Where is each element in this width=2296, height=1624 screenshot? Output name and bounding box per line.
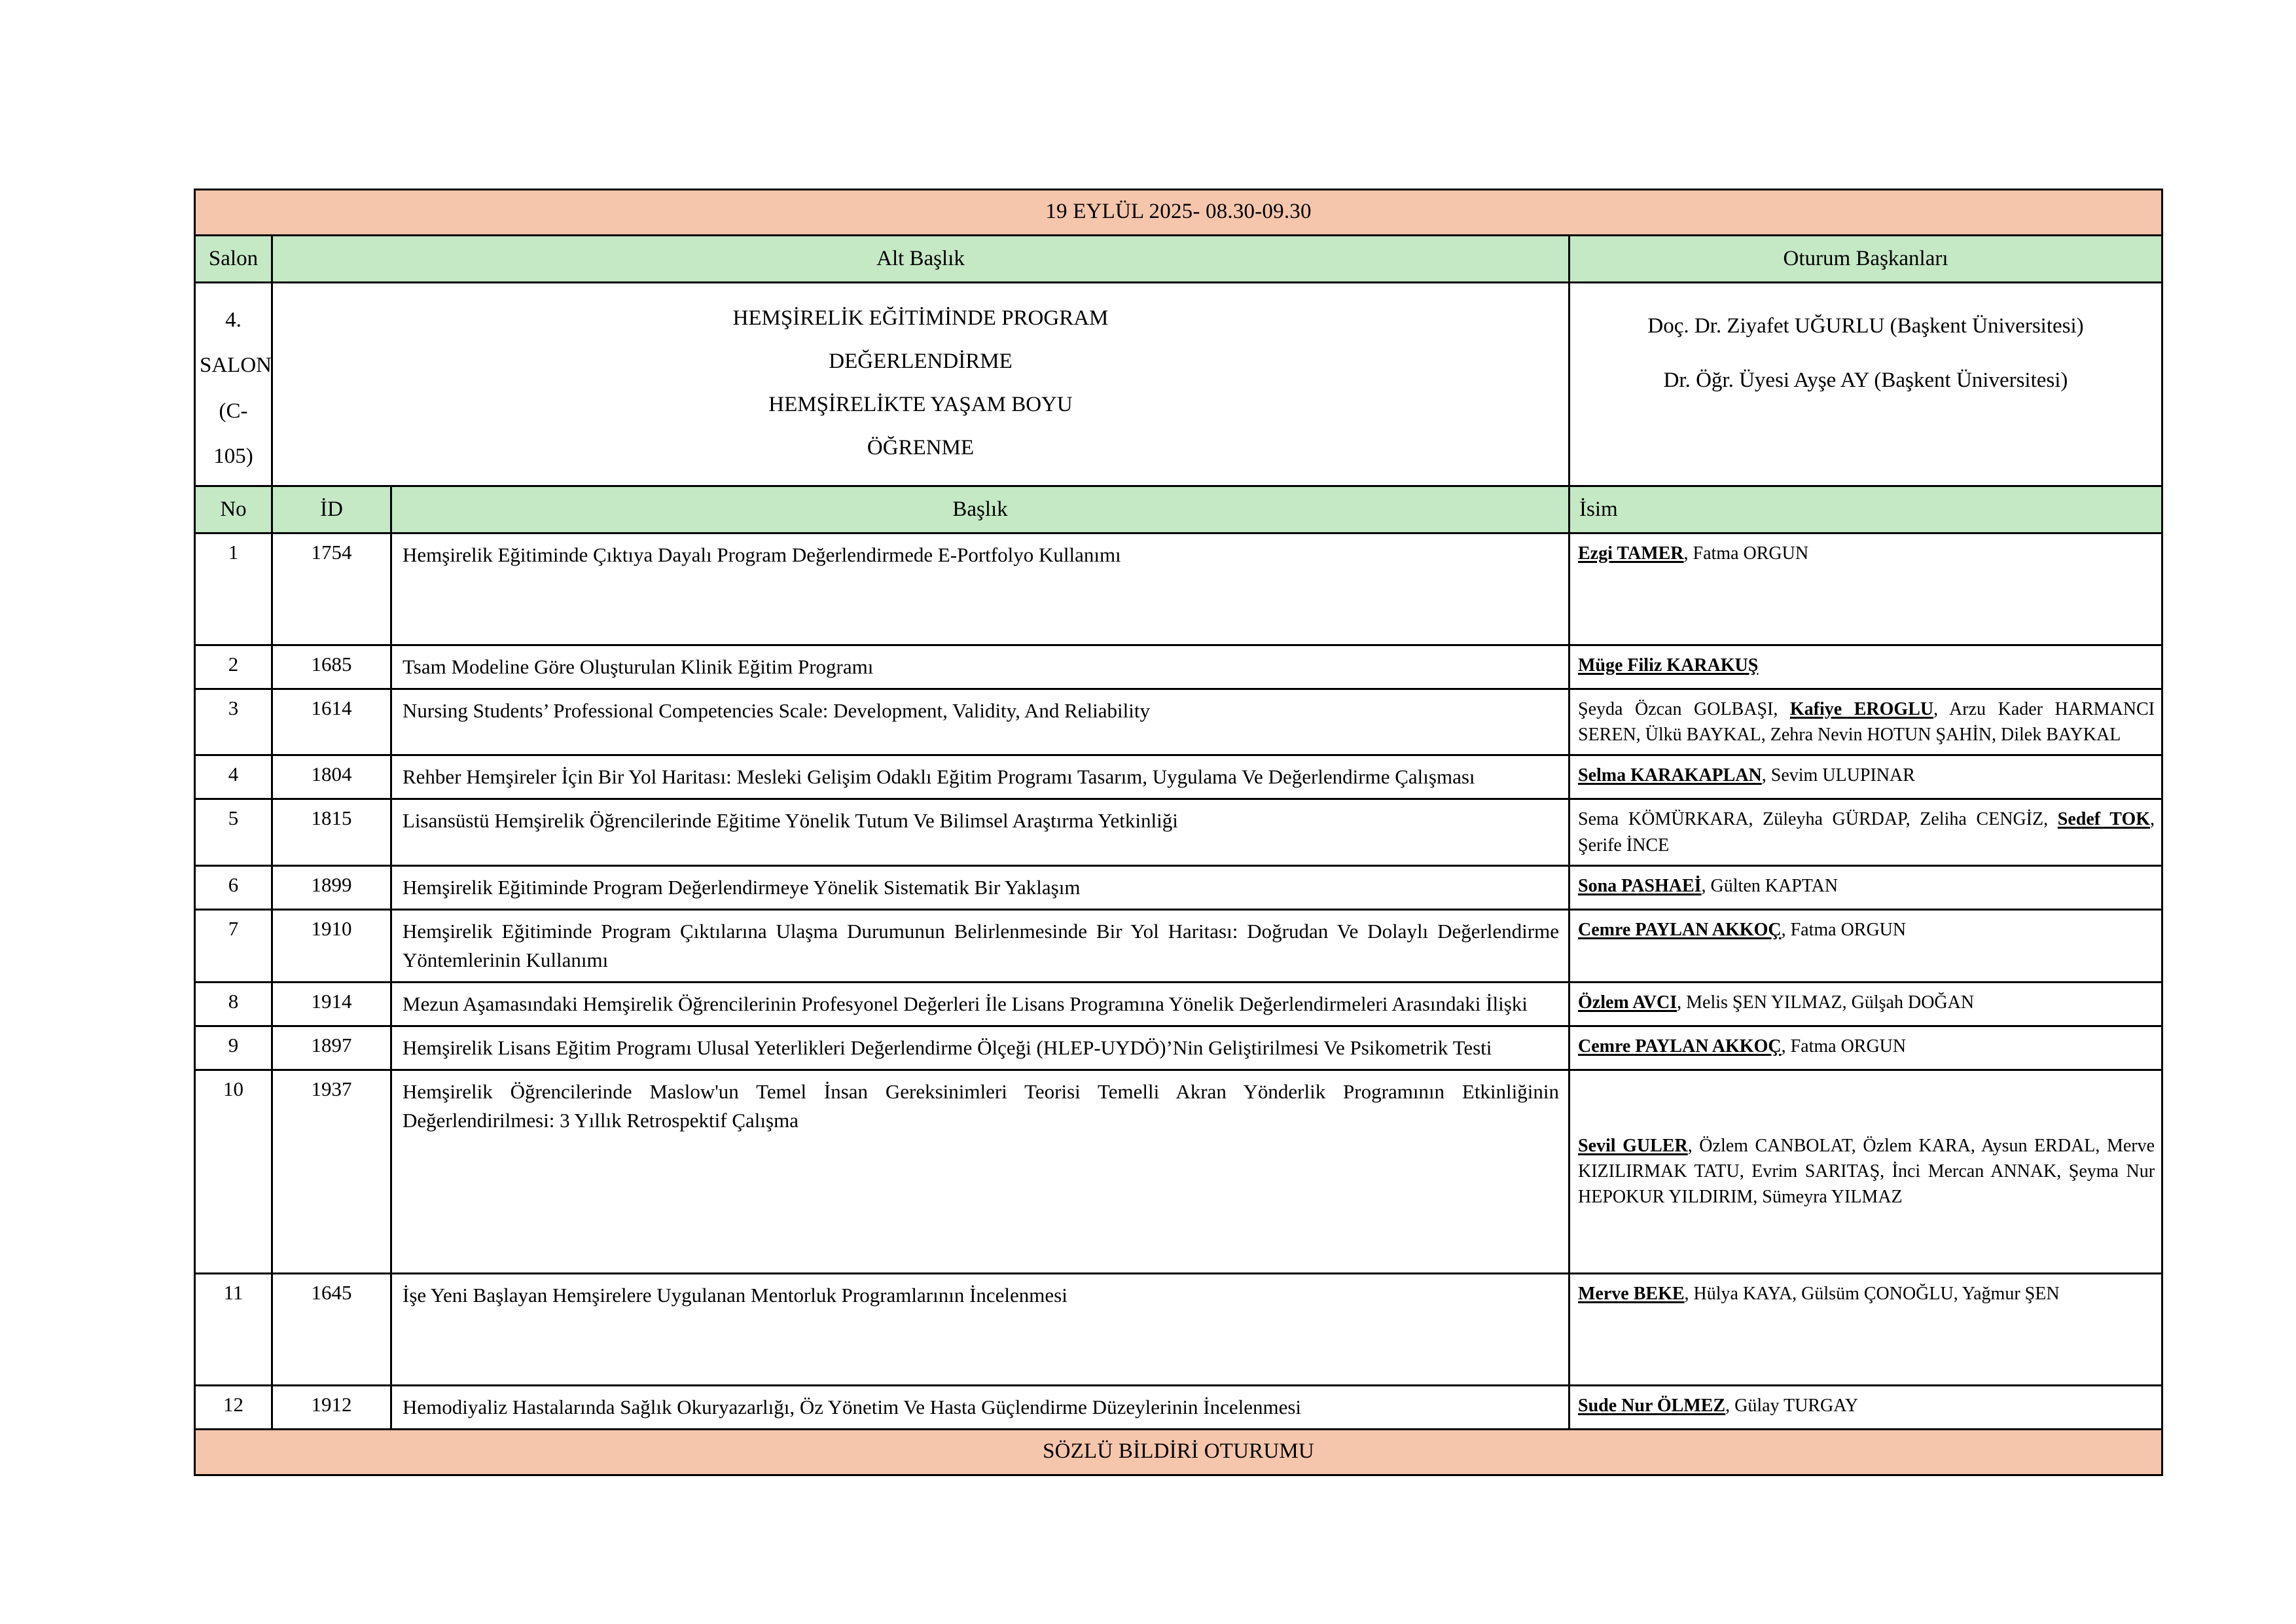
row-no: 6 xyxy=(195,865,272,909)
co-authors: , Gülay TURGAY xyxy=(1725,1395,1859,1416)
row-no: 7 xyxy=(195,909,272,982)
row-no: 1 xyxy=(195,533,272,645)
co-authors: , Fatma ORGUN xyxy=(1781,1036,1907,1056)
presenting-author: Sude Nur ÖLMEZ xyxy=(1578,1395,1726,1416)
row-title: Rehber Hemşireler İçin Bir Yol Haritası: Mesleki Gelişim Odaklı Eğitim Programı Tasarım, Uygulama Ve Değerlendirme Çalışması xyxy=(391,755,1570,799)
row-no: 9 xyxy=(195,1026,272,1070)
row-id: 1804 xyxy=(272,755,391,799)
author-prefix: Şeyda Özcan GOLBAŞI, xyxy=(1578,699,1790,720)
presenting-author: Sedef TOK xyxy=(2057,809,2151,830)
chair-1: Doç. Dr. Ziyafet UĞURLU (Başkent Üniversitesi) xyxy=(1647,314,2084,338)
author-prefix: Sema KÖMÜRKARA, Züleyha GÜRDAP, Zeliha CENGİZ, xyxy=(1578,809,2058,830)
row-no: 5 xyxy=(195,799,272,865)
row-authors xyxy=(1570,755,2162,799)
row-id: 1685 xyxy=(272,645,391,689)
session-chairs-cell xyxy=(1570,283,2162,486)
row-authors xyxy=(1570,645,2162,689)
co-authors: , Fatma ORGUN xyxy=(1683,543,1809,564)
salon-room: (C-105) xyxy=(213,399,253,468)
row-title: Mezun Aşamasındaki Hemşirelik Öğrencilerinin Profesyonel Değerleri İle Lisans Programına Yönelik Değerlendirmeleri Arasındaki İlişki xyxy=(391,982,1570,1026)
row-no: 4 xyxy=(195,755,272,799)
row-id: 1754 xyxy=(272,533,391,645)
row-authors xyxy=(1570,799,2162,865)
table-row xyxy=(195,755,2162,799)
row-no: 3 xyxy=(195,689,272,755)
row-no: 12 xyxy=(195,1385,272,1429)
column-header-id: İD xyxy=(272,486,391,533)
row-title: Hemşirelik Eğitiminde Program Çıktılarına Ulaşma Durumunun Belirlenmesinde Bir Yol Haritası: Doğrudan Ve Dolaylı Değerlendirme Yöntemlerinin Kullanımı xyxy=(391,909,1570,982)
row-authors xyxy=(1570,982,2162,1026)
row-authors xyxy=(1570,533,2162,645)
row-id: 1645 xyxy=(272,1273,391,1385)
row-id: 1899 xyxy=(272,865,391,909)
co-authors: , Gülten KAPTAN xyxy=(1701,875,1839,896)
row-authors xyxy=(1570,1070,2162,1273)
row-title: Hemşirelik Eğitiminde Program Değerlendirmeye Yönelik Sistematik Bir Yaklaşım xyxy=(391,865,1570,909)
co-authors: , Hülya KAYA, Gülsüm ÇONOĞLU, Yağmur ŞEN xyxy=(1684,1283,2060,1304)
salon-cell xyxy=(195,283,272,486)
column-header-name: İsim xyxy=(1570,486,2162,533)
presenting-author: Sevil GULER xyxy=(1578,1136,1688,1157)
row-authors xyxy=(1570,689,2162,755)
table-row xyxy=(195,689,2162,755)
row-no: 2 xyxy=(195,645,272,689)
subtitle-line-4: ÖĞRENME xyxy=(867,436,975,460)
row-title: Tsam Modeline Göre Oluşturulan Klinik Eğitim Programı xyxy=(391,645,1570,689)
table-row xyxy=(195,1070,2162,1273)
row-title: Hemodiyaliz Hastalarında Sağlık Okuryazarlığı, Öz Yönetim Ve Hasta Güçlendirme Düzeylerinin İncelenmesi xyxy=(391,1385,1570,1429)
row-title: Nursing Students’ Professional Competencies Scale: Development, Validity, And Reliability xyxy=(391,689,1570,755)
co-authors: , Arzu Kader HARMANCI SEREN, Ülkü BAYKAL, Zehra Nevin HOTUN ŞAHİN, Dilek BAYKAL xyxy=(1578,699,2155,746)
subtitle-line-2: DEĞERLENDİRME xyxy=(829,350,1013,373)
header-chairs: Oturum Başkanları xyxy=(1570,236,2162,283)
row-title: Hemşirelik Öğrencilerinde Maslow'un Temel İnsan Gereksinimleri Teorisi Temelli Akran Yönderlik Programının Etkinliğinin Değerlendirilmesi: 3 Yıllık Retrospektif Çalışma xyxy=(391,1070,1570,1273)
row-authors xyxy=(1570,1273,2162,1385)
session-header-row xyxy=(195,236,2162,283)
table-body xyxy=(195,190,2162,1475)
co-authors: , Melis ŞEN YILMAZ, Gülşah DOĞAN xyxy=(1677,992,1975,1013)
co-authors: , Şerife İNCE xyxy=(1578,809,2155,856)
row-id: 1914 xyxy=(272,982,391,1026)
row-title: Lisansüstü Hemşirelik Öğrencilerinde Eğitime Yönelik Tutum Ve Bilimsel Araştırma Yetkinliği xyxy=(391,799,1570,865)
session-subtitle-cell xyxy=(272,283,1570,486)
row-id: 1815 xyxy=(272,799,391,865)
row-authors xyxy=(1570,1026,2162,1070)
table-row xyxy=(195,909,2162,982)
column-header-no: No xyxy=(195,486,272,533)
table-row xyxy=(195,982,2162,1026)
co-authors: , Fatma ORGUN xyxy=(1781,919,1907,940)
table-row xyxy=(195,799,2162,865)
table-row xyxy=(195,1385,2162,1429)
header-salon: Salon xyxy=(195,236,272,283)
header-subtitle: Alt Başlık xyxy=(272,236,1570,283)
table-row xyxy=(195,1273,2162,1385)
table-row xyxy=(195,1026,2162,1070)
presenting-author: Müge Filiz KARAKUŞ xyxy=(1578,655,1759,676)
row-authors xyxy=(1570,865,2162,909)
presenting-author: Cemre PAYLAN AKKOÇ xyxy=(1578,919,1782,940)
table-row xyxy=(195,645,2162,689)
row-no: 11 xyxy=(195,1273,272,1385)
row-authors xyxy=(1570,1385,2162,1429)
column-header-title: Başlık xyxy=(391,486,1570,533)
session-info-row xyxy=(195,283,2162,486)
date-banner-row xyxy=(195,190,2162,236)
footer-banner: SÖZLÜ BİLDİRİ OTURUMU xyxy=(195,1429,2162,1475)
row-title: İşe Yeni Başlayan Hemşirelere Uygulanan Mentorluk Programlarının İncelenmesi xyxy=(391,1273,1570,1385)
program-table-sheet xyxy=(194,189,2161,1476)
presenting-author: Merve BEKE xyxy=(1578,1283,1685,1304)
co-authors: , Sevim ULUPINAR xyxy=(1761,765,1915,786)
subtitle-line-1: HEMŞİRELİK EĞİTİMİNDE PROGRAM xyxy=(732,306,1109,330)
row-id: 1614 xyxy=(272,689,391,755)
presenting-author: Ezgi TAMER xyxy=(1578,543,1684,564)
row-title: Hemşirelik Lisans Eğitim Programı Ulusal Yeterlikleri Değerlendirme Ölçeği (HLEP-UYDÖ)’Nin Geliştirilmesi Ve Psikometrik Testi xyxy=(391,1026,1570,1070)
co-authors: , Özlem CANBOLAT, Özlem KARA, Aysun ERDAL, Merve KIZILIRMAK TATU, Evrim SARITAŞ, İnci Mercan ANNAK, Şeyma Nur HEPOKUR YILDIRIM, Sümeyra YILMAZ xyxy=(1578,1136,2155,1208)
row-authors xyxy=(1570,909,2162,982)
row-title: Hemşirelik Eğitiminde Çıktıya Dayalı Program Değerlendirmede E-Portfolyo Kullanımı xyxy=(391,533,1570,645)
row-id: 1937 xyxy=(272,1070,391,1273)
row-no: 8 xyxy=(195,982,272,1026)
table-row xyxy=(195,533,2162,645)
presenting-author: Kafiye EROGLU xyxy=(1789,699,1934,720)
chair-2: Dr. Öğr. Üyesi Ayşe AY (Başkent Üniversitesi) xyxy=(1663,368,2068,392)
row-id: 1912 xyxy=(272,1385,391,1429)
row-id: 1897 xyxy=(272,1026,391,1070)
table-row xyxy=(195,865,2162,909)
date-banner: 19 EYLÜL 2025- 08.30-09.30 xyxy=(195,190,2162,236)
presenting-author: Selma KARAKAPLAN xyxy=(1578,765,1762,786)
row-id: 1910 xyxy=(272,909,391,982)
salon-name: 4. SALON xyxy=(200,308,272,378)
footer-banner-row xyxy=(195,1429,2162,1475)
column-header-row xyxy=(195,486,2162,533)
session-program-table xyxy=(194,189,2163,1476)
row-no: 10 xyxy=(195,1070,272,1273)
presenting-author: Cemre PAYLAN AKKOÇ xyxy=(1578,1036,1782,1056)
subtitle-line-3: HEMŞİRELİKTE YAŞAM BOYU xyxy=(768,393,1073,416)
presenting-author: Özlem AVCI xyxy=(1578,992,1677,1013)
presenting-author: Sona PASHAEİ xyxy=(1578,875,1702,896)
